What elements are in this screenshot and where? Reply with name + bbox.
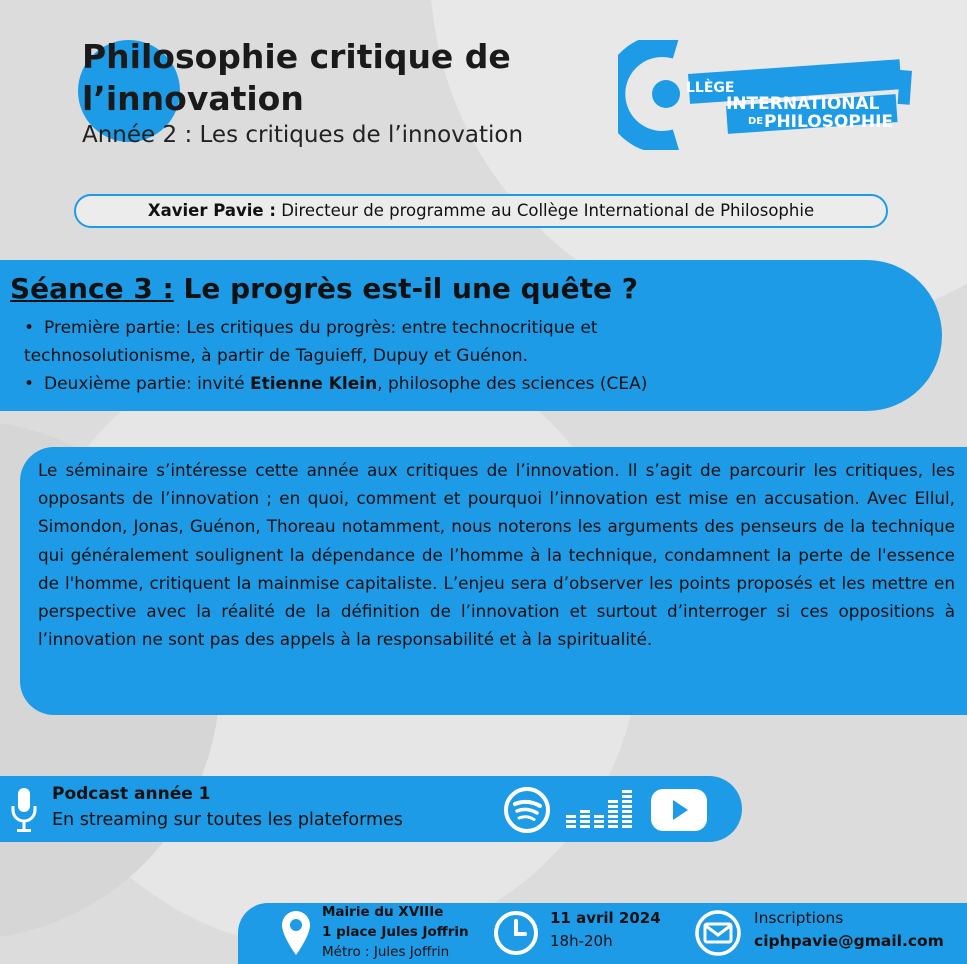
session-label: Séance 3 : — [10, 272, 174, 305]
director-role: Directeur de programme au Collège International de Philosophie — [275, 201, 815, 220]
event-time: 18h-20h — [550, 932, 613, 950]
inscriptions-label: Inscriptions — [754, 909, 844, 927]
venue-metro: Métro : Jules Joffrin — [322, 944, 450, 960]
event-date: 11 avril 2024 — [550, 909, 661, 927]
session-panel — [0, 260, 942, 411]
logo-text-3: PHILOSOPHIE — [764, 112, 894, 132]
session-part-1-line-1: Première partie: Les critiques du progrès: entre technocritique et — [44, 318, 598, 338]
title-line-1: Philosophie critique de — [82, 37, 511, 76]
director-badge — [74, 194, 888, 228]
logo-text-3a: DE — [748, 116, 764, 127]
title-line-2: l’innovation — [82, 79, 304, 118]
deezer-icon[interactable] — [566, 790, 634, 830]
podcast-banner — [0, 776, 742, 842]
session-part-1-line-2: technosolutionisme, à partir de Taguieff, Dupuy et Guénon. — [24, 346, 529, 366]
page-title — [82, 36, 511, 120]
seminar-description: Le séminaire s’intéresse cette année aux critiques de l’innovation. Il s’agit de parcourir les critiques, les opposants de l’innovation ; en quoi, comment et pourquoi l’innovation est mise en accusation. Avec Ellul, Simondon, Jonas, Guénon, Thoreau notamment, nous noterons les arguments des penseurs de la technique qui généralement soulignent la dépendance de l’homme à la technique, condamnent la perte de l'essence de l'homme, critiquent la mainmise capitaliste. L’enjeu sera d’observer les points proposés et les mettre en perspective avec la réalité de la définition de l’innovation et surtout d’interroger si ces oppositions à l’innovation ne sont pas des appels à la responsabilité et à la spiritualité. — [20, 447, 967, 715]
logo-text-1: LLÈGE — [686, 80, 735, 96]
venue-name: Mairie du XVIIIe — [322, 904, 444, 920]
spotify-icon[interactable] — [503, 786, 551, 834]
session-part-2 — [24, 370, 647, 398]
session-part-1 — [24, 314, 647, 370]
guest-role: , philosophe des sciences (CEA) — [377, 374, 648, 394]
page-subtitle: Année 2 : Les critiques de l’innovation — [82, 122, 524, 148]
clock-icon — [492, 909, 540, 957]
venue-address: 1 place Jules Joffrin — [322, 924, 469, 940]
microphone-icon — [8, 786, 40, 834]
contact-email[interactable]: ciphpavie@gmail.com — [754, 932, 944, 950]
session-title — [10, 272, 638, 305]
mail-icon — [694, 909, 742, 957]
youtube-icon[interactable] — [650, 788, 708, 832]
session-topic: Le progrès est-il une quête ? — [173, 272, 638, 305]
podcast-title: Podcast année 1 — [52, 784, 211, 804]
podcast-subtitle: En streaming sur toutes les plateformes — [52, 810, 403, 830]
session-parts — [24, 314, 647, 398]
guest-name: Etienne Klein — [249, 374, 378, 394]
director-name: Xavier Pavie : — [147, 201, 276, 220]
session-part-2-text: Deuxième partie: invité — [44, 374, 250, 394]
event-info-bar — [238, 903, 967, 964]
logo-text-2: INTERNATIONAL — [726, 94, 880, 114]
location-pin-icon — [280, 909, 312, 957]
